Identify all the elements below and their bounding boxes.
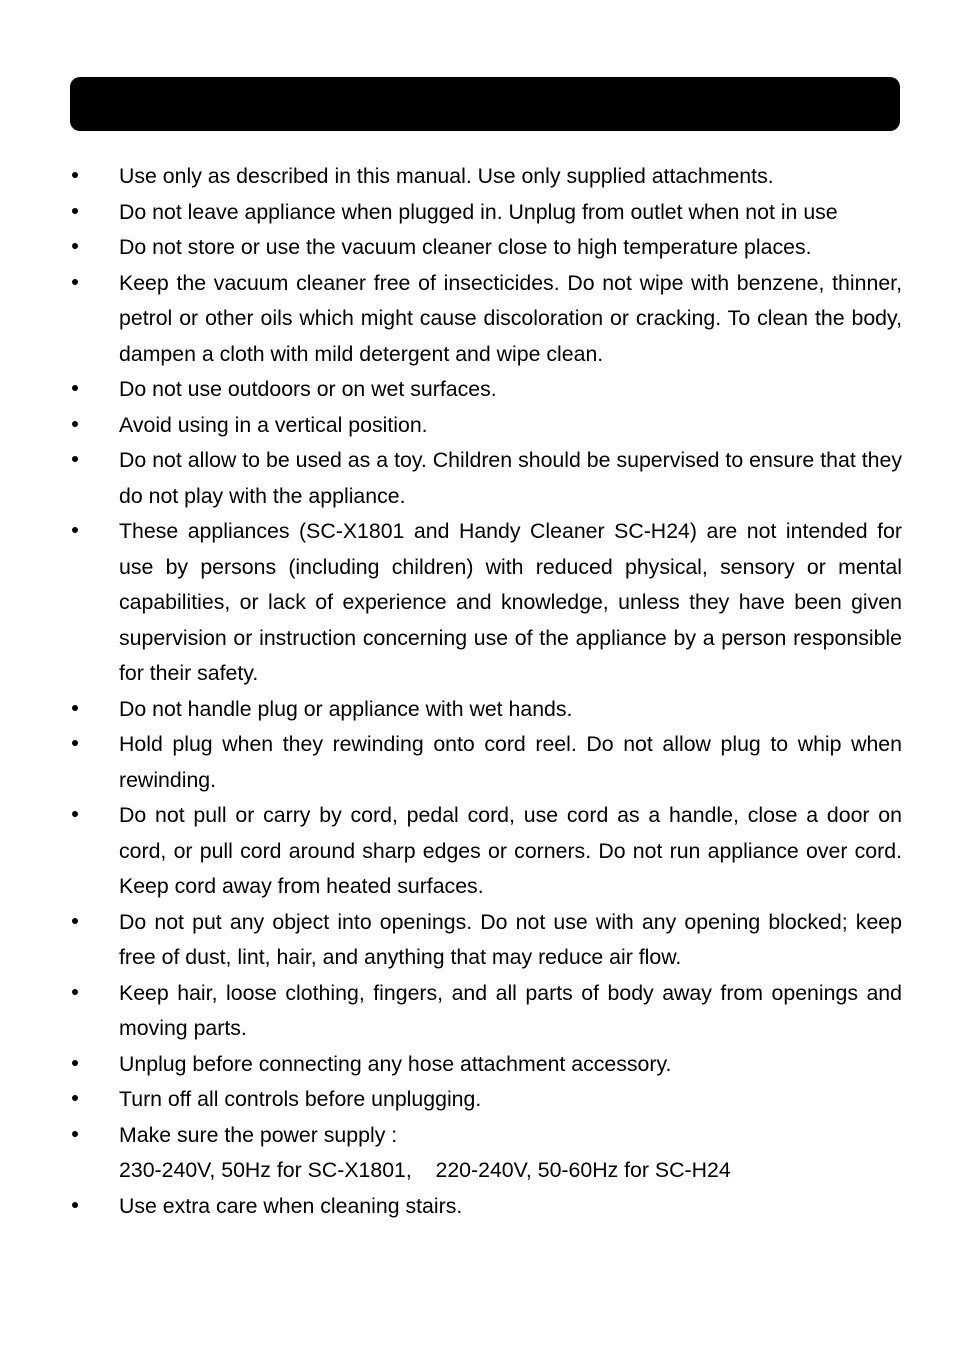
bullet-icon (70, 408, 119, 444)
list-item (70, 692, 902, 728)
bullet-icon (70, 692, 119, 728)
list-item-text: Do not leave appliance when plugged in. Unplug from outlet when not in use (119, 199, 838, 224)
bullet-icon (70, 372, 119, 408)
list-item (70, 1047, 902, 1083)
list-item (70, 372, 902, 408)
list-item-text: Make sure the power supply : (119, 1122, 398, 1147)
list-item (70, 727, 902, 798)
bullet-icon (70, 1047, 119, 1083)
list-item (70, 266, 902, 373)
list-item (70, 159, 902, 195)
list-item (70, 1118, 902, 1189)
bullet-icon (70, 159, 119, 195)
list-item (70, 514, 902, 692)
list-item (70, 1082, 902, 1118)
bullet-icon (70, 976, 119, 1047)
bullet-icon (70, 1118, 119, 1189)
list-item (70, 798, 902, 905)
list-item-text: Unplug before connecting any hose attachment accessory. (119, 1051, 672, 1076)
power-supply-spec: 230-240V, 50Hz for SC-X1801, 220-240V, 50-60Hz for SC-H24 (119, 1158, 731, 1182)
bullet-icon (70, 443, 119, 514)
safety-instructions-list (70, 159, 902, 1224)
list-item-text: Turn off all controls before unplugging. (119, 1087, 482, 1111)
list-item (70, 408, 902, 444)
list-item-text: Do not use outdoors or on wet surfaces. (119, 377, 497, 401)
bullet-icon (70, 230, 119, 266)
list-item-text: Use only as described in this manual. Use only supplied attachments. (119, 164, 774, 188)
list-item-text: Use extra care when cleaning stairs. (119, 1193, 463, 1218)
list-item (70, 230, 902, 266)
bullet-icon (70, 727, 119, 798)
list-item (70, 1189, 902, 1225)
bullet-icon (70, 1189, 119, 1225)
list-item (70, 905, 902, 976)
bullet-icon (70, 798, 119, 905)
list-item-text: Do not allow to be used as a toy. Children should be supervised to ensure that they do not play with the appliance. (119, 448, 902, 508)
list-item-text: Keep the vacuum cleaner free of insecticides. Do not wipe with benzene, thinner, petrol or other oils which might cause discoloration or cracking. To clean the body, dampen a cloth with mild detergent and wipe clean. (119, 270, 902, 366)
bullet-icon (70, 905, 119, 976)
list-item-text: Avoid using in a vertical position. (119, 412, 428, 437)
list-item-text: Hold plug when they rewinding onto cord reel. Do not allow plug to whip when rewinding. (119, 732, 902, 792)
list-item-text-block (119, 1118, 902, 1189)
list-item-text: Do not put any object into openings. Do not use with any opening blocked; keep free of dust, lint, hair, and anything that may reduce air flow. (119, 909, 902, 969)
list-item-text: These appliances (SC-X1801 and Handy Cleaner SC-H24) are not intended for use by persons (including children) with reduced physical, sensory or mental capabilities, or lack of experience and knowledge, unless they have been given supervision or instruction concerning use of the appliance by a person responsible for their safety. (119, 519, 902, 685)
bullet-icon (70, 266, 119, 373)
bullet-icon (70, 195, 119, 231)
list-item-text: Do not handle plug or appliance with wet hands. (119, 696, 573, 721)
bullet-icon (70, 514, 119, 692)
list-item-text: Do not store or use the vacuum cleaner close to high temperature places. (119, 235, 812, 259)
list-item-text: Do not pull or carry by cord, pedal cord, use cord as a handle, close a door on cord, or pull cord around sharp edges or corners. Do not run appliance over cord. Keep cord away from heated surfaces. (119, 803, 902, 898)
list-item-text: Keep hair, loose clothing, fingers, and all parts of body away from openings and moving parts. (119, 980, 902, 1040)
section-header-bar (70, 77, 900, 131)
list-item (70, 443, 902, 514)
bullet-icon (70, 1082, 119, 1118)
list-item (70, 195, 902, 231)
list-item (70, 976, 902, 1047)
